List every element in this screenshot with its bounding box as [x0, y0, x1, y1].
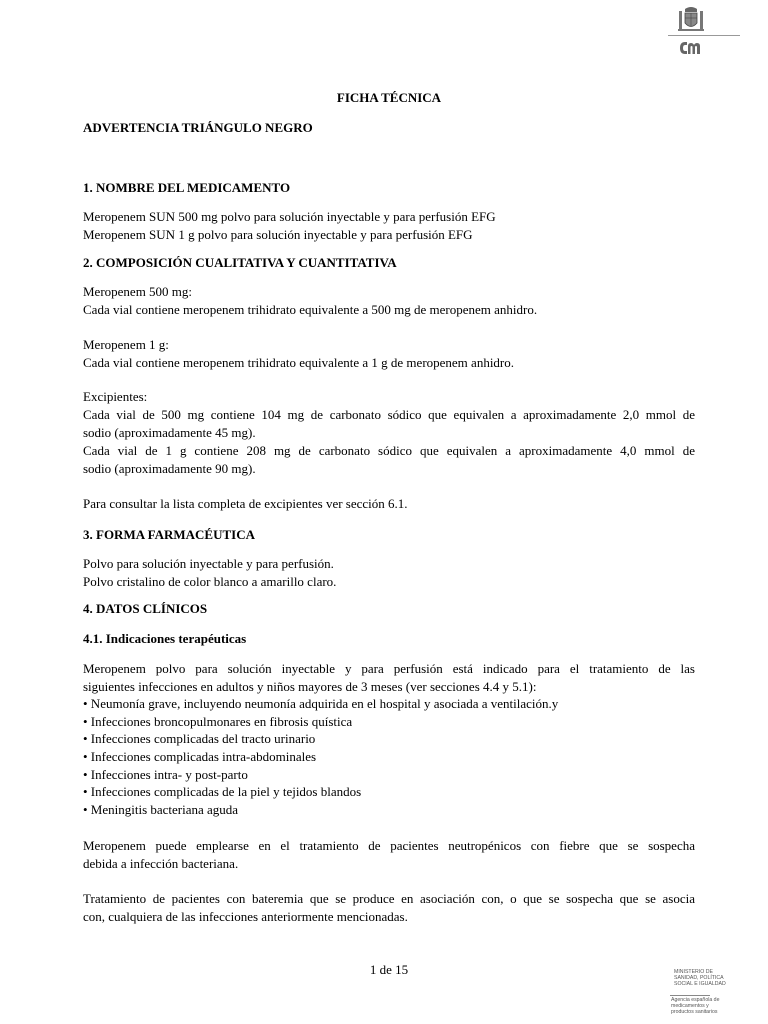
- bacteremia-line-1: Tratamiento de pacientes con bateremia que se produce en asociación con, o que se sospecha que se asocia: [83, 891, 695, 906]
- ministry-line: MINISTERIO DE: [674, 969, 713, 975]
- section-4-1-heading: 4.1. Indicaciones terapéuticas: [83, 631, 247, 646]
- excipients-label: Excipientes:: [83, 389, 148, 404]
- document-title: FICHA TÉCNICA: [336, 90, 442, 105]
- agency-line: Agencia española de: [671, 997, 720, 1003]
- indication-item: • Infecciones complicadas del tracto urinario: [83, 731, 316, 746]
- indication-item: • Meningitis bacteriana aguda: [83, 802, 239, 817]
- pharmaceutical-form-line-2: Polvo cristalino de color blanco a amarillo claro.: [83, 574, 337, 589]
- indication-item: • Infecciones broncopulmonares en fibrosis quística: [83, 714, 353, 729]
- indication-item: • Infecciones complicadas intra-abdominales: [83, 749, 317, 764]
- excipients-reference: Para consultar la lista completa de excipientes ver sección 6.1.: [83, 496, 408, 511]
- indications-intro-line-1: Meropenem polvo para solución inyectable y para perfusión está indicado para el tratamiento de las: [83, 661, 695, 676]
- footer-divider: [670, 995, 710, 996]
- ministry-line: SOCIAL E IGUALDAD: [674, 981, 726, 987]
- agency-line: productos sanitarios: [671, 1009, 718, 1016]
- section-4-heading: 4. DATOS CLÍNICOS: [83, 601, 208, 616]
- pharmaceutical-form-line-1: Polvo para solución inyectable y para perfusión.: [83, 556, 334, 571]
- indications-intro-line-2: siguientes infecciones en adultos y niños mayores de 3 meses (ver secciones 4.4 y 5.1):: [83, 679, 537, 694]
- coat-of-arms-icon: [676, 6, 706, 33]
- header-divider: [668, 35, 740, 36]
- product-name-1g: Meropenem SUN 1 g polvo para solución inyectable y para perfusión EFG: [83, 227, 473, 242]
- excipients-500-line-1: Cada vial de 500 mg contiene 104 mg de carbonato sódico que equivalen a aproximadamente 2,0 mmol de: [83, 407, 695, 422]
- ministry-label: [674, 969, 744, 987]
- agency-label: [671, 997, 741, 1016]
- ministry-line: SANIDAD, POLÍTICA: [674, 975, 724, 981]
- black-triangle-warning: ADVERTENCIA TRIÁNGULO NEGRO: [83, 120, 313, 135]
- excipients-1g-line-1: Cada vial de 1 g contiene 208 mg de carbonato sódico que equivalen a aproximadamente 4,0 mmol de: [83, 443, 695, 458]
- composition-1g-text: Cada vial contiene meropenem trihidrato equivalente a 1 g de meropenem anhidro.: [83, 355, 515, 370]
- page-number: 1 de 15: [369, 962, 409, 977]
- agency-line: medicamentos y: [671, 1003, 709, 1010]
- composition-500-text: Cada vial contiene meropenem trihidrato equivalente a 500 mg de meropenem anhidro.: [83, 302, 538, 317]
- excipients-1g-line-2: sodio (aproximadamente 90 mg).: [83, 461, 256, 476]
- indication-item: • Neumonía grave, incluyendo neumonía adquirida en el hospital y asociada a ventilación.y: [83, 696, 559, 711]
- indication-item: • Infecciones intra- y post-parto: [83, 767, 248, 782]
- neutropenic-line-2: debida a infección bacteriana.: [83, 856, 239, 871]
- section-3-heading: 3. FORMA FARMACÉUTICA: [83, 527, 255, 542]
- excipients-500-line-2: sodio (aproximadamente 45 mg).: [83, 425, 256, 440]
- product-name-500: Meropenem SUN 500 mg polvo para solución inyectable y para perfusión EFG: [83, 209, 496, 224]
- section-1-heading: 1. NOMBRE DEL MEDICAMENTO: [83, 180, 291, 195]
- bacteremia-line-2: con, cualquiera de las infecciones anteriormente mencionadas.: [83, 909, 408, 924]
- neutropenic-line-1: Meropenem puede emplearse en el tratamiento de pacientes neutropénicos con fiebre que se sospecha: [83, 838, 695, 853]
- indication-item: • Infecciones complicadas de la piel y tejidos blandos: [83, 784, 362, 799]
- composition-1g-label: Meropenem 1 g:: [83, 337, 169, 352]
- aemps-logo-icon: [678, 40, 702, 56]
- composition-500-label: Meropenem 500 mg:: [83, 284, 193, 299]
- section-2-heading: 2. COMPOSICIÓN CUALITATIVA Y CUANTITATIVA: [83, 255, 397, 270]
